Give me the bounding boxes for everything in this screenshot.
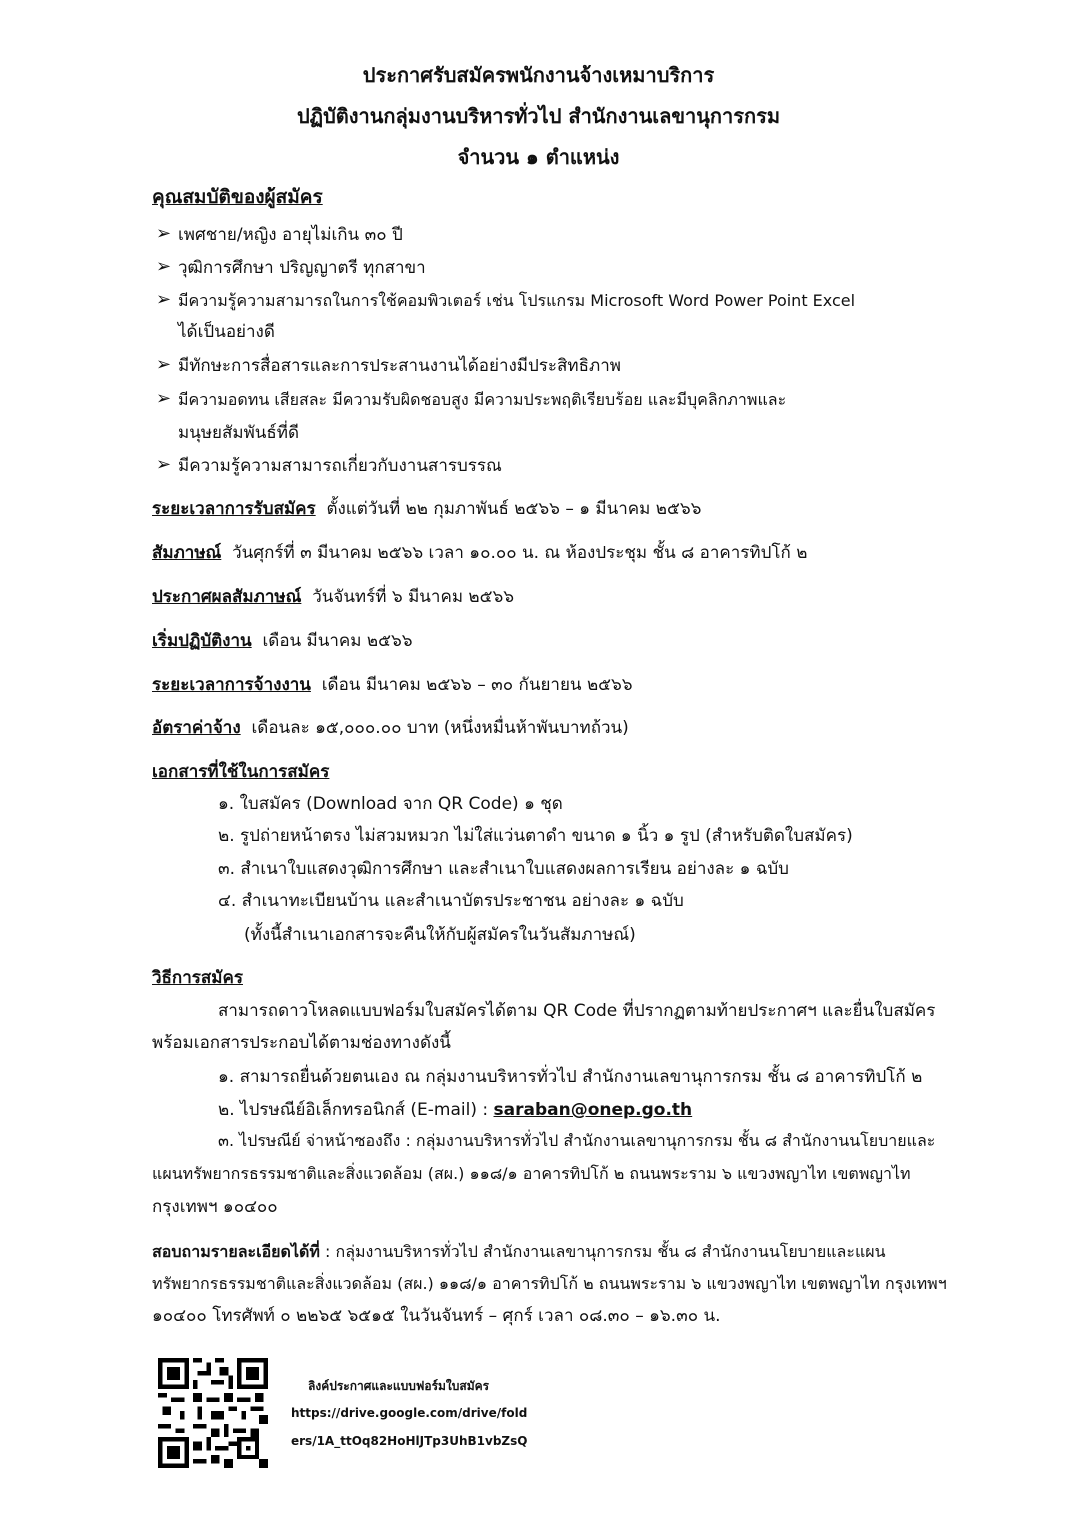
start-label: เริ่มปฏิบัติงาน	[152, 631, 252, 651]
footer-url-line-2[interactable]: ers/1A_ttOq82HoHlJTp3UhB1vbZsQ	[291, 1434, 528, 1448]
qr-code-icon[interactable]	[158, 1358, 268, 1468]
apply-channel-3-address: แผนทรัพยากรธรรมชาติและสิ่งแวดล้อม (สผ.) ๑๑๘/๑ อาคารทิปโก้ ๒ ถนนพระราม ๖ แขวงพญาไท เขตพญาไท	[152, 1164, 911, 1183]
title-line-2: ปฏิบัติงานกลุ่มงานบริหารทั่วไป สำนักงานเลขานุการกรม	[296, 104, 781, 128]
application-period	[152, 498, 701, 520]
footer-url-line-1[interactable]: https://drive.google.com/drive/fold	[291, 1406, 528, 1420]
document-item: ๔. สำเนาทะเบียนบ้าน และสำเนาบัตรประชาชน อย่างละ ๑ ฉบับ	[218, 891, 684, 911]
document-item: ๒. รูปถ่ายหน้าตรง ไม่สวมหมวก ไม่ใส่แว่นตาดำ ขนาด ๑ นิ้ว ๑ รูป (สำหรับติดใบสมัคร)	[218, 826, 853, 846]
footer-link-label: ลิงค์ประกาศและแบบฟอร์มใบสมัคร	[308, 1379, 490, 1393]
document-item: ๑. ใบสมัคร (Download จาก QR Code) ๑ ชุด	[218, 794, 563, 814]
qualifications-heading: คุณสมบัติของผู้สมัคร	[152, 186, 323, 208]
arrow-bullet-icon: ➢	[156, 256, 172, 277]
qualification-item-continued: ได้เป็นอย่างดี	[178, 322, 275, 342]
document-note: (ทั้งนี้สำเนาเอกสารจะคืนให้กับผู้สมัครในวันสัมภาษณ์)	[244, 925, 636, 945]
email-link[interactable]: saraban@onep.go.th	[493, 1100, 693, 1120]
arrow-bullet-icon: ➢	[156, 388, 172, 409]
start-date	[152, 630, 413, 652]
wage-value: เดือนละ ๑๕,๐๐๐.๐๐ บาท (หนึ่งหมื่นห้าพันบาทถ้วน)	[251, 718, 629, 738]
apply-channel-2-label: ๒. ไปรษณีย์อิเล็กทรอนิกส์ (E-mail) :	[218, 1100, 489, 1120]
result-value: วันจันทร์ที่ ๖ มีนาคม ๒๕๖๖	[312, 587, 515, 607]
apply-heading: วิธีการสมัคร	[152, 968, 243, 988]
qualification-item: มีความอดทน เสียสละ มีความรับผิดชอบสูง มีความประพฤติเรียบร้อย และมีบุคลิกภาพและ	[178, 390, 787, 409]
interview-label: สัมภาษณ์	[152, 543, 222, 563]
apply-channel-3: ๓. ไปรษณีย์ จ่าหน้าซองถึง : กลุ่มงานบริหารทั่วไป สำนักงานเลขานุการกรม ชั้น ๘ สำนักงานนโยบายและ	[218, 1131, 936, 1150]
start-value: เดือน มีนาคม ๒๕๖๖	[262, 631, 413, 651]
result-label: ประกาศผลสัมภาษณ์	[152, 587, 302, 607]
result-date	[152, 586, 514, 608]
qualification-item: วุฒิการศึกษา ปริญญาตรี ทุกสาขา	[178, 258, 426, 278]
arrow-bullet-icon: ➢	[156, 354, 172, 375]
qualification-item: เพศชาย/หญิง อายุไม่เกิน ๓๐ ปี	[178, 225, 403, 245]
arrow-bullet-icon: ➢	[156, 454, 172, 475]
interview-value: วันศุกร์ที่ ๓ มีนาคม ๒๕๖๖ เวลา ๑๐.๐๐ น. ณ ห้องประชุม ชั้น ๘ อาคารทิปโก้ ๒	[232, 543, 808, 563]
title-line-3: จำนวน ๑ ตำแหน่ง	[457, 145, 620, 169]
apply-intro-line-2: พร้อมเอกสารประกอบได้ตามช่องทางดังนี้	[152, 1033, 451, 1053]
contact-line-2: ทรัพยากรธรรมชาติและสิ่งแวดล้อม (สผ.) ๑๑๘/๑ อาคารทิปโก้ ๒ ถนนพระราม ๖ แขวงพญาไท เขตพญาไท กรุงเทพฯ	[152, 1274, 947, 1293]
application-period-value: ตั้งแต่วันที่ ๒๒ กุมภาพันธ์ ๒๕๖๖ – ๑ มีนาคม ๒๕๖๖	[326, 499, 702, 519]
wage-label: อัตราค่าจ้าง	[152, 718, 241, 738]
duration-value: เดือน มีนาคม ๒๕๖๖ – ๓๐ กันยายน ๒๕๖๖	[321, 675, 633, 695]
apply-channel-2	[218, 1099, 692, 1121]
contact-line-1	[152, 1241, 886, 1263]
duration-label: ระยะเวลาการจ้างงาน	[152, 675, 311, 695]
contact-line-1-text: : กลุ่มงานบริหารทั่วไป สำนักงานเลขานุการกรม ชั้น ๘ สำนักงานนโยบายและแผน	[319, 1242, 886, 1261]
qualification-item: มีทักษะการสื่อสารและการประสานงานได้อย่างมีประสิทธิภาพ	[178, 356, 621, 376]
apply-intro-line-1: สามารถดาวโหลดแบบฟอร์มใบสมัครได้ตาม QR Code ที่ปรากฏตามท้ายประกาศฯ และยื่นใบสมัคร	[218, 1001, 936, 1021]
qualification-item-continued: มนุษยสัมพันธ์ที่ดี	[178, 423, 300, 443]
wage-rate	[152, 717, 629, 739]
qualification-item: มีความรู้ความสามารถเกี่ยวกับงานสารบรรณ	[178, 456, 502, 476]
documents-heading: เอกสารที่ใช้ในการสมัคร	[152, 762, 330, 782]
arrow-bullet-icon: ➢	[156, 223, 172, 244]
apply-channel-3-city: กรุงเทพฯ ๑๐๔๐๐	[152, 1197, 278, 1217]
application-period-label: ระยะเวลาการรับสมัคร	[152, 499, 316, 519]
contact-line-3: ๑๐๔๐๐ โทรศัพท์ ๐ ๒๒๖๕ ๖๕๑๕ ในวันจันทร์ – ศุกร์ เวลา ๐๘.๓๐ – ๑๖.๓๐ น.	[152, 1306, 721, 1326]
arrow-bullet-icon: ➢	[156, 289, 172, 310]
contact-label: สอบถามรายละเอียดได้ที่	[152, 1242, 320, 1261]
employment-duration	[152, 674, 633, 696]
apply-channel-1: ๑. สามารถยื่นด้วยตนเอง ณ กลุ่มงานบริหารทั่วไป สำนักงานเลขานุการกรม ชั้น ๘ อาคารทิปโก้ ๒	[218, 1067, 923, 1087]
document-item: ๓. สำเนาใบแสดงวุฒิการศึกษา และสำเนาใบแสดงผลการเรียน อย่างละ ๑ ฉบับ	[218, 859, 789, 879]
interview-date	[152, 542, 807, 564]
qualification-item: มีความรู้ความสามารถในการใช้คอมพิวเตอร์ เช่น โปรแกรม Microsoft Word Power Point Excel	[178, 291, 856, 310]
title-line-1: ประกาศรับสมัครพนักงานจ้างเหมาบริการ	[362, 63, 715, 87]
